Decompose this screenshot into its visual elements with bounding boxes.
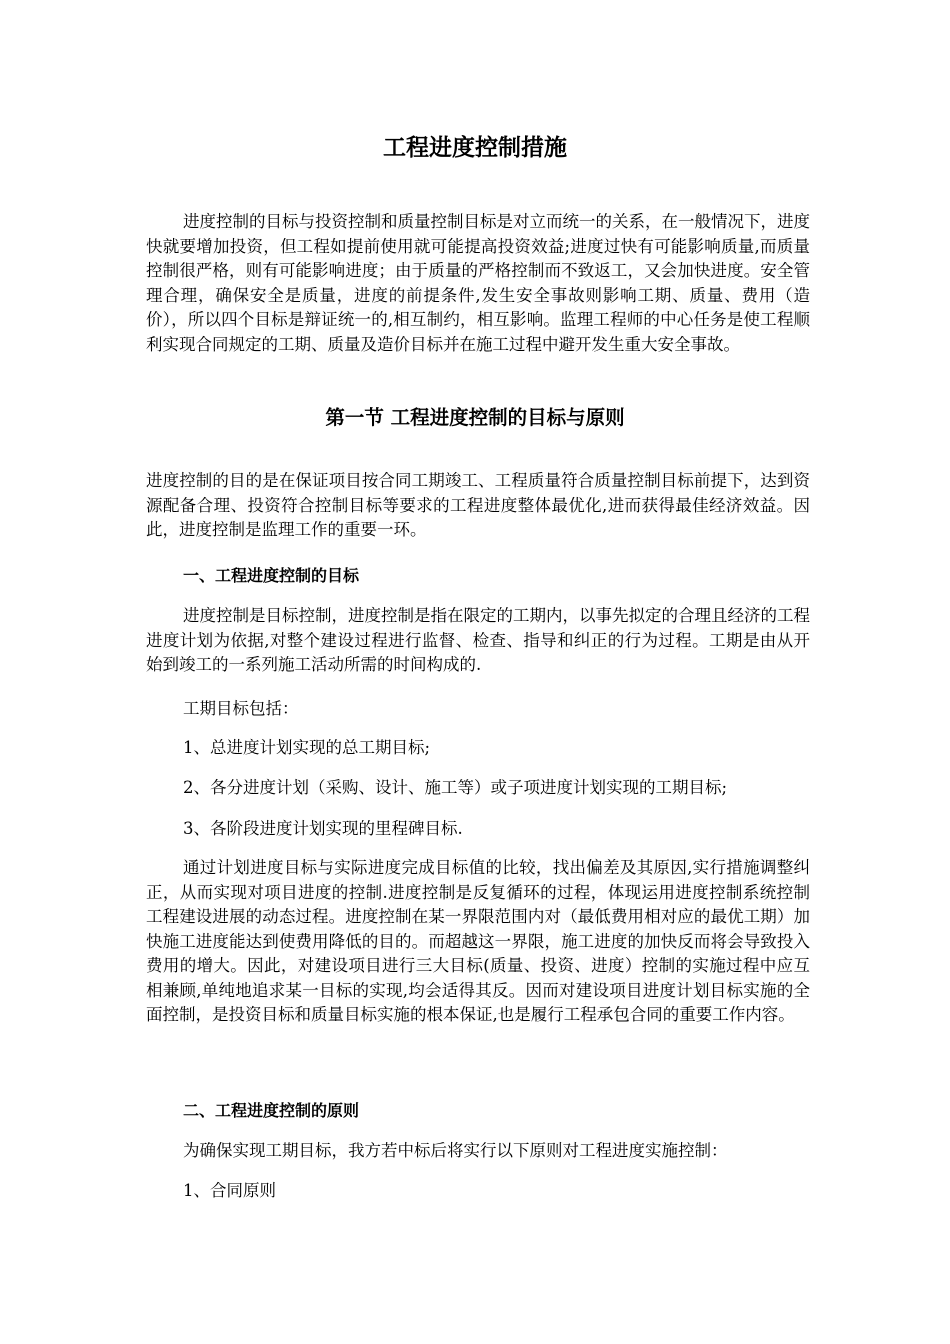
goals-intro: 工期目标包括： xyxy=(183,699,299,718)
heading-principles: 二、工程进度控制的原则 xyxy=(183,1101,360,1120)
intro-paragraph: 进度控制的目标与投资控制和质量控制目标是对立而统一的关系，在一般情况下，进度快就要增加投资，但工程如提前使用就可能提高投资效益;进度过快有可能影响质量,而质量控制很严格，则有可能影响进度；由于质量的严格控制而不致返工，又会加快进度。安全管理合理，确保安全是质量，进度的前提条件,发生安全事故则影响工期、质量、费用（造价），所以四个目标是辩证统一的,相互制约，相互影响。监理工程师的中心任务是使工程顺利实现合同规定的工期、质量及造价目标并在施工过程中避开发生重大安全事故。 xyxy=(146,212,810,354)
section-title: 第一节 工程进度控制的目标与原则 xyxy=(325,406,625,429)
section-intro-paragraph: 进度控制的目的是在保证项目按合同工期竣工、工程质量符合质量控制目标前提下，达到资源配备合理、投资符合控制目标等要求的工程进度整体最优化,进而获得最佳经济效益。因此，进度控制是监理工作的重要一环。 xyxy=(146,471,810,539)
goal-item: 2、各分进度计划（采购、设计、施工等）或子项进度计划实现的工期目标; xyxy=(183,778,728,797)
goal-item: 3、各阶段进度计划实现的里程碑目标. xyxy=(183,819,463,838)
document-title: 工程进度控制措施 xyxy=(383,135,567,161)
principle-item: 1、合同原则 xyxy=(183,1181,276,1200)
goals-detail-paragraph: 通过计划进度目标与实际进度完成目标值的比较，找出偏差及其原因,实行措施调整纠正，从而实现对项目进度的控制.进度控制是反复循环的过程，体现运用进度控制系统控制工程建设进展的动态过程。进度控制在某一界限范围内对（最低费用相对应的最优工期）加快施工进度能达到使费用降低的目的。而超越这一界限，施工进度的加快反而将会导致投入费用的增大。因此，对建设项目进行三大目标(质量、投资、进度）控制的实施过程中应互相兼顾,单纯地追求某一目标的实现,均会适得其反。因而对建设项目进度计划目标实施的全面控制，是投资目标和质量目标实施的根本保证,也是履行工程承包合同的重要工作内容。 xyxy=(146,858,810,1024)
goals-definition-paragraph: 进度控制是目标控制，进度控制是指在限定的工期内，以事先拟定的合理且经济的工程进度计划为依据,对整个建设过程进行监督、检查、指导和纠正的行为过程。工期是由从开始到竣工的一系列施工活动所需的时间构成的. xyxy=(146,606,810,674)
heading-goals: 一、工程进度控制的目标 xyxy=(183,566,360,585)
principles-intro: 为确保实现工期目标，我方若中标后将实行以下原则对工程进度实施控制： xyxy=(183,1141,728,1160)
goal-item: 1、总进度计划实现的总工期目标; xyxy=(183,738,431,757)
